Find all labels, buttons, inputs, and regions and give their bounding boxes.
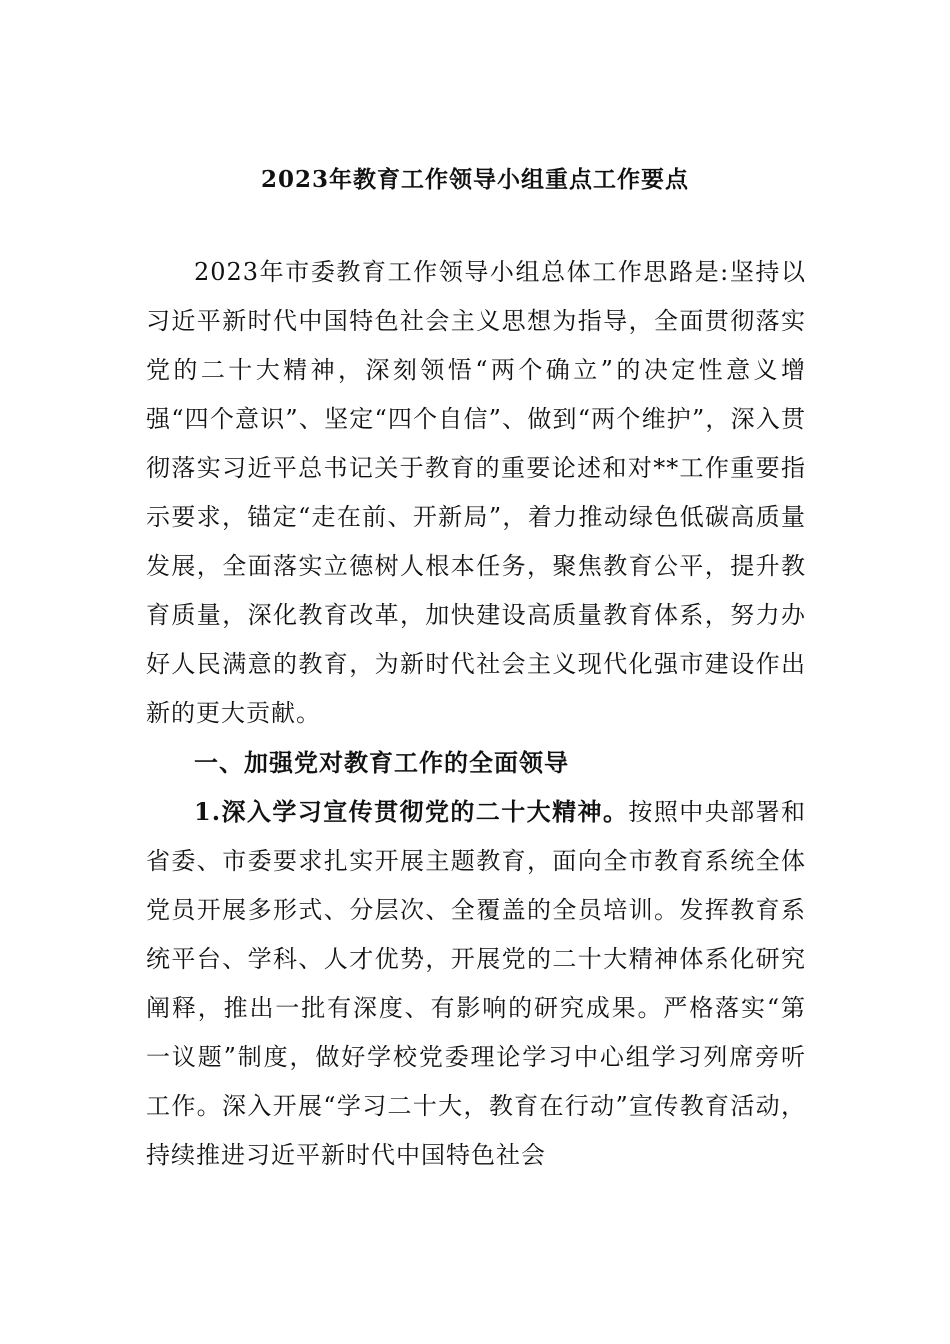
section-item-paragraph [146,787,806,1180]
section-item-title: 1.深入学习宣传贯彻党的二十大精神。 [194,797,629,826]
section-heading: 一、加强党对教育工作的全面领导 [194,748,569,777]
intro-paragraph: 2023年市委教育工作领导小组总体工作思路是:坚持以习近平新时代中国特色社会主义思想为指导，全面贯彻落实党的二十大精神，深刻领悟“两个确立”的决定性意义增强“四个意识”、坚定“四个自信”、做到“两个维护”，深入贯彻落实习近平总书记关于教育的重要论述和对**工作重要指示要求，锚定“走在前、开新局”，着力推动绿色低碳高质量发展，全面落实立德树人根本任务，聚焦教育公平，提升教育质量，深化教育改革，加快建设高质量教育体系，努力办好人民满意的教育，为新时代社会主义现代化强市建设作出新的更大贡献。 [146,258,806,727]
document-body [146,248,806,1180]
document-title: 2023年教育工作领导小组重点工作要点 [260,166,689,193]
section-item-body: 按照中央部署和省委、市委要求扎实开展主题教育，面向全市教育系统全体党员开展多形式、分层次、全覆盖的全员培训。发挥教育系统平台、学科、人才优势，开展党的二十大精神体系化研究阐释，推出一批有深度、有影响的研究成果。严格落实“第一议题”制度，做好学校党委理论学习中心组学习列席旁听工作。深入开展“学习二十大，教育在行动”宣传教育活动，持续推进习近平新时代中国特色社会 [146,798,806,1169]
